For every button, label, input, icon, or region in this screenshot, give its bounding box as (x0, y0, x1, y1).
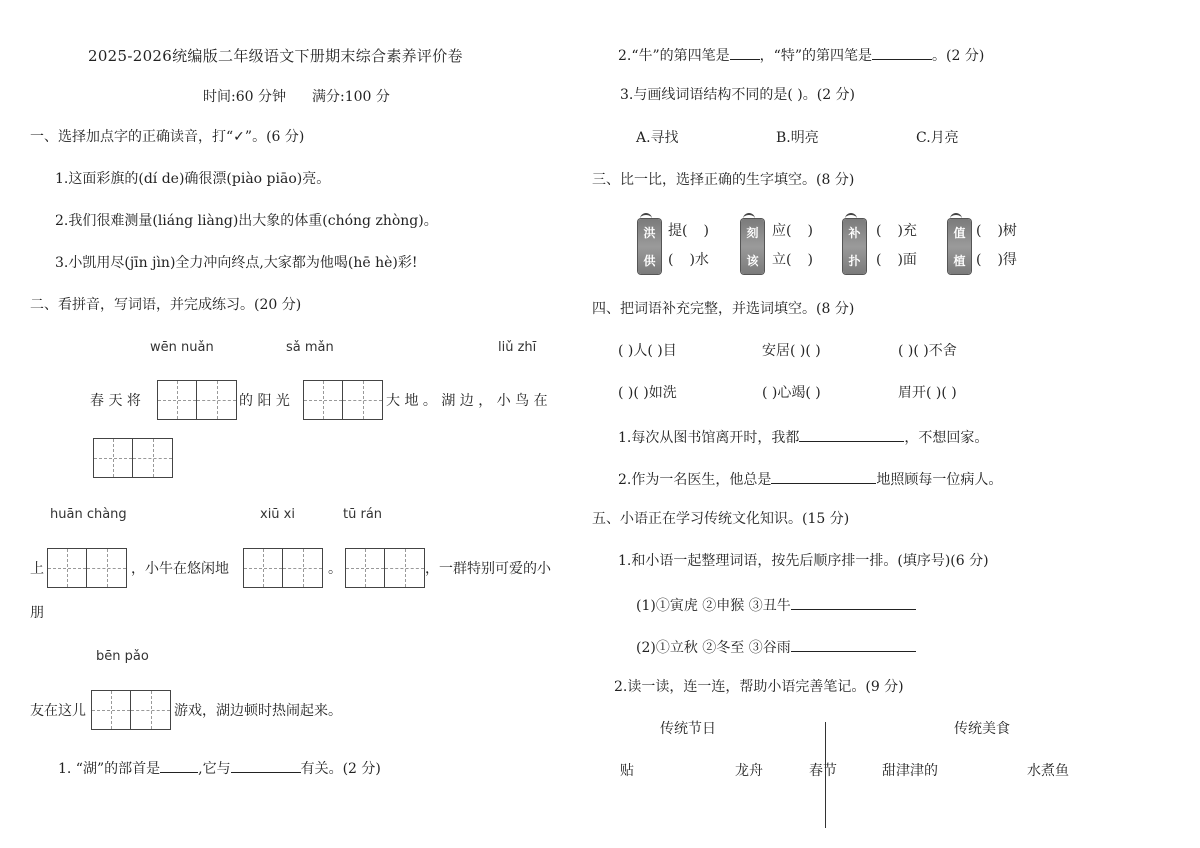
match-word-3[interactable]: 春节 (809, 763, 837, 779)
order-line-2: (2)①立秋 ②冬至 ③谷雨 (636, 638, 916, 655)
passage-text-3: 大 地 。 湖 边 ， 小 鸟 在 (386, 393, 548, 409)
writing-box-liuzhi[interactable] (93, 438, 173, 478)
pinyin-5: xiū xi (260, 507, 295, 522)
writing-box-wennuan[interactable] (157, 380, 237, 420)
idiom-1[interactable]: ( )人( )目 (618, 343, 677, 359)
group-1-top: 提( ) (668, 223, 709, 239)
q1-heading: 一、选择加点字的正确读音，打“✓”。(6 分) (30, 129, 305, 145)
checkmark-icon: ✓ (233, 129, 245, 145)
char-card-4: 值 植 (948, 219, 971, 274)
q4-heading: 四、把词语补充完整，并选词填空。(8 分) (592, 301, 855, 317)
pinyin-7: bēn pǎo (96, 649, 149, 664)
pinyin-1: wēn nuǎn (150, 340, 214, 355)
column-left-title: 传统节日 (660, 721, 716, 737)
q4-sentence-2: 2.作为一名医生，他总是 地照顾每一位病人。 (618, 472, 1003, 488)
pinyin-3: liǔ zhī (498, 340, 537, 355)
idiom-6[interactable]: 眉开( )( ) (898, 385, 957, 401)
passage-text-5: ，小牛在悠闲地 (131, 561, 229, 577)
passage-text-8: 朋 (30, 605, 44, 621)
answer-blank[interactable] (771, 470, 876, 484)
passage-text-9: 友在这儿 (30, 703, 86, 719)
match-word-1[interactable]: 贴 (620, 763, 634, 779)
q2-heading: 二、看拼音，写词语，并完成练习。(20 分) (30, 297, 302, 313)
idiom-3[interactable]: ( )( )不舍 (898, 343, 957, 359)
writing-box-huanchang[interactable] (47, 548, 127, 588)
q1-item-3: 3.小凯用尽(jīn jìn)全力冲向终点,大家都为他喝(hē hè)彩! (55, 255, 418, 271)
q3-heading: 三、比一比，选择正确的生字填空。(8 分) (592, 172, 855, 188)
match-word-4[interactable]: 甜津津的 (882, 763, 938, 779)
group-1-bottom: ( )水 (668, 252, 709, 268)
group-4-bottom: ( )得 (976, 252, 1017, 268)
q4-sentence-1: 1.每次从图书馆离开时，我都 ，不想回家。 (618, 430, 989, 446)
q5-sub-2: 2.读一读，连一连，帮助小语完善笔记。(9 分) (614, 679, 904, 695)
char-card-1: 洪 供 (638, 219, 661, 274)
answer-blank[interactable] (872, 46, 932, 60)
writing-box-saman[interactable] (303, 380, 383, 420)
group-2-top: 应( ) (772, 223, 813, 239)
time-limit: 时间:60 分钟 (203, 89, 286, 105)
idiom-5[interactable]: ( )心竭( ) (762, 385, 821, 401)
writing-box-turan[interactable] (345, 548, 425, 588)
group-3-bottom: ( )面 (876, 252, 917, 268)
option-c[interactable]: C.月亮 (916, 130, 959, 146)
match-word-5[interactable]: 水煮鱼 (1027, 763, 1069, 779)
answer-blank[interactable] (160, 759, 198, 773)
pinyin-4: huān chàng (50, 507, 127, 522)
passage-text-4: 上 (30, 561, 44, 577)
answer-blank[interactable] (791, 596, 916, 610)
q2-sub-2: 2.“牛”的第四笔是 ，“特”的第四笔是 。(2 分) (618, 48, 985, 64)
pinyin-2: sǎ mǎn (286, 340, 334, 355)
q1-item-1: 1.这面彩旗的(dí de)确很漂(piào piāo)亮。 (55, 171, 331, 187)
passage-text-2: 的 阳 光 (239, 393, 290, 409)
q1-item-2: 2.我们很难测量(liáng liàng)出大象的体重(chóng zhòng)。 (55, 213, 438, 229)
passage-text-7: ，一群特别可爱的小 (425, 561, 551, 577)
group-4-top: ( )树 (976, 223, 1017, 239)
writing-box-benpao[interactable] (91, 690, 171, 730)
q2-sub-3: 3.与画线词语结构不同的是( )。(2 分) (620, 87, 856, 103)
passage-text-10: 游戏，湖边顿时热闹起来。 (174, 703, 342, 719)
q5-sub-1: 1.和小语一起整理词语，按先后顺序排一排。(填序号)(6 分) (618, 553, 989, 569)
match-word-2[interactable]: 龙舟 (735, 763, 763, 779)
group-2-bottom: 立( ) (772, 252, 813, 268)
writing-box-xiuxi[interactable] (243, 548, 323, 588)
answer-blank[interactable] (799, 428, 904, 442)
full-score: 满分:100 分 (312, 89, 390, 105)
char-card-2: 刻 该 (741, 219, 764, 274)
column-right-title: 传统美食 (954, 721, 1010, 737)
q5-heading: 五、小语正在学习传统文化知识。(15 分) (592, 511, 850, 527)
char-card-3: 补 扑 (843, 219, 866, 274)
answer-blank[interactable] (231, 759, 301, 773)
page-title: 2025-2026统编版二年级语文下册期末综合素养评价卷 (88, 47, 463, 65)
answer-blank[interactable] (730, 46, 760, 60)
passage-text-1: 春 天 将 (90, 393, 141, 409)
order-line-1: (1)①寅虎 ②申猴 ③丑牛 (636, 596, 916, 613)
answer-blank[interactable] (791, 638, 916, 652)
q2-sub-1: 1. “湖”的部首是 ,它与 有关。(2 分) (58, 761, 381, 777)
option-b[interactable]: B.明亮 (776, 130, 819, 146)
option-a[interactable]: A.寻找 (636, 130, 679, 146)
idiom-2[interactable]: 安居( )( ) (762, 343, 821, 359)
idiom-4[interactable]: ( )( )如洗 (618, 385, 677, 401)
passage-text-6: 。 (328, 561, 342, 577)
pinyin-6: tū rán (343, 507, 383, 522)
group-3-top: ( )充 (876, 223, 917, 239)
